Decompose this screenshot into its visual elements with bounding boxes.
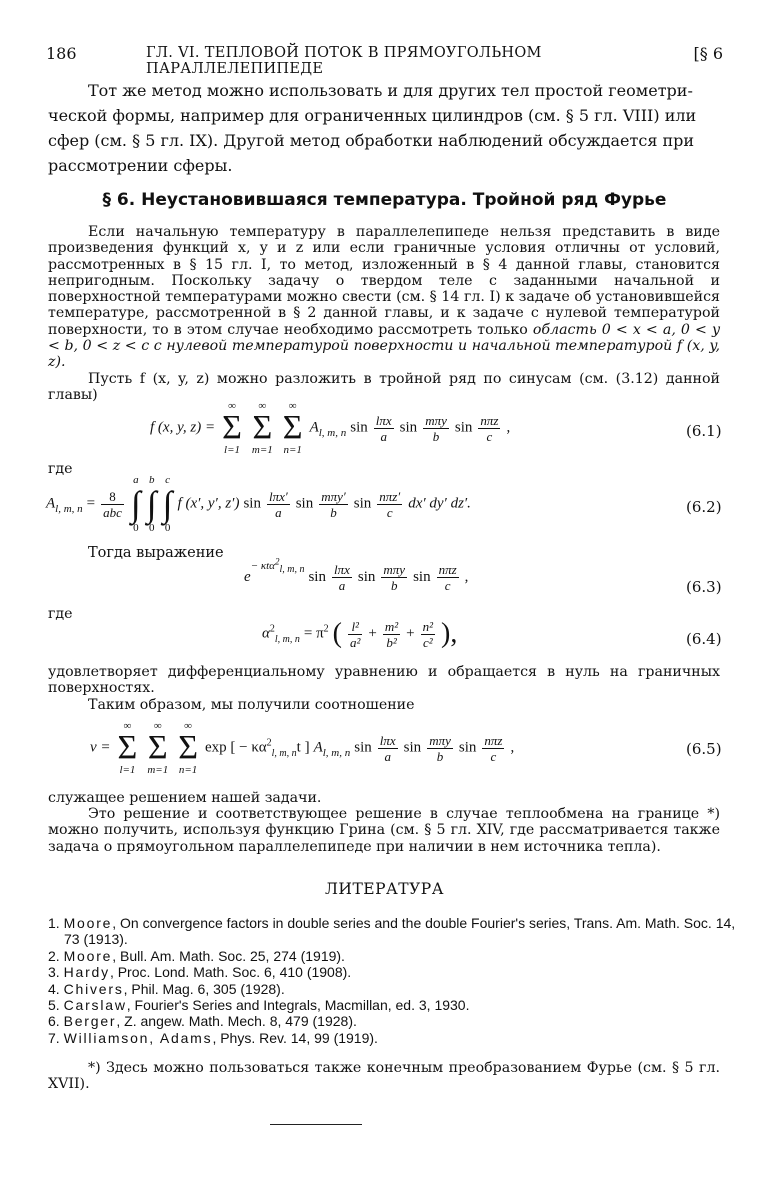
eq-6-1-lhs: f (x, y, z) = bbox=[150, 419, 216, 436]
sum-n: ∞ Σ n=1 bbox=[178, 720, 198, 776]
equation-6-1 bbox=[150, 400, 510, 460]
running-title: ГЛ. VI. ТЕПЛОВОЙ ПОТОК В ПРЯМОУГОЛЬНОМ ПАРАЛЛЕЛЕПИПЕДЕ bbox=[146, 45, 542, 77]
coef-A-sub: l, m, n bbox=[318, 426, 347, 439]
satisfies-paragraph: удовлетворяет дифференциальному уравнению и обращается в нуль на граничных поверхностях. bbox=[48, 664, 720, 697]
exp-sub: l, m, n bbox=[271, 747, 297, 759]
frac-mpy-prime: $\frac{\text{mπy′}}{b}$ bbox=[321, 488, 346, 520]
frac-m2-b2: $\frac{\text{m²}}{\text{b²}}$ bbox=[384, 618, 399, 650]
integral-y: b ∫ 0 bbox=[146, 474, 157, 534]
intro-line-3: сфер (см. § 5 гл. IX). Другой метод обработки наблюдений обсуждается при bbox=[48, 131, 695, 150]
where-label-2: где bbox=[48, 606, 73, 622]
integral-z: c ∫ 0 bbox=[162, 474, 173, 534]
equation-6-4 bbox=[262, 618, 457, 662]
frac-npz-c: $\frac{\text{nπz}}{c}$ bbox=[438, 562, 457, 593]
sin-2: sin bbox=[403, 739, 422, 756]
main-paragraph-italic: область 0 < x < a, 0 < y < b, 0 < z < c с нулевой температурой поверхности и начальной температурой f (x, y, z). bbox=[48, 321, 721, 371]
expand-paragraph: Пусть f (x, y, z) можно разложить в тройной ряд по синусам (см. (3.12) данной главы) bbox=[48, 370, 720, 403]
frac-lpx-a: $\frac{\text{lπx}}{a}$ bbox=[333, 562, 350, 593]
sin-3: sin bbox=[454, 419, 473, 436]
frac-npz-prime: $\frac{\text{nπz′}}{c}$ bbox=[379, 488, 401, 520]
main-paragraph-text: Если начальную температуру в параллелепипеде нельзя представить в виде произведения функций x, y и z или если граничные условия отличны от условий, рассмотренных в § 15 гл. I, то метод, изложенный в § 4 данной главы, становится непригодным. Поскольку задачу о твердом теле с заданными начальной и поверхностной температурами можно свести (см. § 14 гл. I) к задаче об установившейся температуре, рассмотренной в § 2 данной главы, и к задаче с нулевой температурой поверхности, то в этом случае необходимо рассмотреть только bbox=[48, 224, 720, 338]
exp-tail: t ] bbox=[296, 739, 310, 756]
green-function-paragraph: Это решение и соответствующее решение в случае теплообмена на границе *) можно получить, используя функцию Грина (см. § 5 гл. XIV, где рассматривается также задача о прямоугольном параллелепипеде при наличии в нем источника тепла). bbox=[48, 806, 720, 855]
frac-mpy-b: $\frac{\text{mπy}}{b}$ bbox=[425, 412, 447, 444]
close-paren: ), bbox=[441, 618, 458, 649]
where-label-1: где bbox=[48, 461, 73, 477]
sin-2: sin bbox=[357, 569, 376, 586]
intro-line-4: рассмотрении сферы. bbox=[48, 156, 233, 175]
sin-3: sin bbox=[458, 739, 477, 756]
equation-6-3 bbox=[244, 556, 469, 606]
coef-A: A bbox=[313, 739, 323, 756]
sum-l: ∞ Σ l=1 bbox=[222, 400, 242, 456]
alpha: α bbox=[262, 625, 270, 642]
reference-item: 5. Carslaw, Fourier's Series and Integrals, Macmillan, ed. 3, 1930. bbox=[48, 997, 470, 1014]
intro-line-2: ческой формы, например для ограниченных цилиндров (см. § 5 гл. VIII) или bbox=[48, 106, 697, 125]
sin-1: sin bbox=[350, 419, 368, 436]
eq-number-6-3: (6.3) bbox=[686, 578, 722, 596]
frac-npz-c: $\frac{\text{nπz}}{c}$ bbox=[484, 732, 503, 764]
alpha-sup: 2 bbox=[269, 623, 275, 635]
section-ref: [§ 6 bbox=[693, 44, 723, 63]
alpha-sub: l, m, n bbox=[274, 633, 300, 645]
reference-item: 6. Berger, Z. angew. Math. Mech. 8, 479 (1928). bbox=[48, 1013, 357, 1030]
exp-sup: 2 bbox=[266, 737, 272, 749]
footnote: *) Здесь можно пользоваться также конечным преобразованием Фурье (см. § 5 гл. XVII). bbox=[48, 1060, 720, 1093]
plus-2: + bbox=[406, 625, 415, 642]
exp-sup2: 2 bbox=[274, 556, 280, 567]
running-header bbox=[46, 44, 723, 77]
eq-6-2-lhs-sub: l, m, n bbox=[55, 502, 83, 515]
exp-base: e bbox=[244, 569, 251, 586]
sin-2: sin bbox=[399, 419, 418, 436]
sum-n: ∞ Σ n=1 bbox=[282, 400, 303, 456]
main-paragraph bbox=[48, 224, 720, 403]
frac-lpx-a: $\frac{\text{lπx}}{a}$ bbox=[375, 412, 392, 444]
sin-2: sin bbox=[295, 495, 314, 512]
sin-1: sin bbox=[354, 739, 372, 756]
reference-list bbox=[48, 915, 738, 1046]
sum-l: ∞ Σ l=1 bbox=[117, 720, 138, 776]
page-number: 186 bbox=[46, 44, 77, 63]
differentials: dx′ dy′ dz′. bbox=[408, 495, 471, 512]
intro-line-1: Тот же метод можно использовать и для других тел простой геометри- bbox=[88, 81, 693, 100]
section-heading: § 6. Неустановившаяся температура. Тройной ряд Фурье bbox=[102, 190, 667, 210]
reference-item: 2. Moore, Bull. Am. Math. Soc. 25, 274 (1919). bbox=[48, 947, 345, 964]
frac-8-abc: $\frac{8}{\text{abc}}$ bbox=[103, 488, 122, 520]
exp-power: − κtα bbox=[250, 559, 275, 572]
frac-lpx-a: $\frac{\text{lπx}}{a}$ bbox=[379, 732, 396, 764]
frac-mpy-b: $\frac{\text{mπy}}{b}$ bbox=[383, 562, 406, 593]
reference-item: 4. Chivers, Phil. Mag. 6, 305 (1928). bbox=[48, 980, 285, 997]
eq-6-5-lhs: v = bbox=[90, 739, 111, 756]
sin-3: sin bbox=[413, 569, 431, 586]
solution-text: служащее решением нашей задачи. bbox=[48, 790, 322, 806]
equation-6-2 bbox=[46, 474, 471, 540]
integrand: f (x′, y′, z′) bbox=[177, 495, 240, 512]
sum-m: ∞ Σ m=1 bbox=[147, 720, 169, 776]
literature-title: ЛИТЕРАТУРА bbox=[325, 880, 444, 898]
sin-1: sin bbox=[243, 495, 261, 512]
sin-3: sin bbox=[353, 495, 372, 512]
eq-6-3-comma: , bbox=[464, 569, 469, 586]
equals-pi: = π bbox=[303, 625, 324, 642]
frac-mpy-b: $\frac{\text{mπy}}{b}$ bbox=[429, 732, 451, 764]
sum-m: ∞ Σ m=1 bbox=[251, 400, 273, 456]
bottom-rule bbox=[270, 1124, 362, 1125]
frac-n2-c2: $\frac{\text{n²}}{\text{c²}}$ bbox=[422, 618, 434, 650]
intro-paragraph bbox=[48, 78, 720, 178]
coef-A: A bbox=[309, 419, 319, 436]
frac-l2-a2: $\frac{\text{l²}}{\text{a²}}$ bbox=[350, 618, 361, 650]
eq-number-6-4: (6.4) bbox=[686, 630, 722, 648]
eq-6-5-comma: , bbox=[510, 739, 515, 756]
exp-sub: l, m, n bbox=[279, 564, 305, 576]
reference-item: 7. Williamson, Adams, Phys. Rev. 14, 99 (1919). bbox=[48, 1029, 378, 1046]
thus-paragraph: Таким образом, мы получили соотношение bbox=[88, 697, 415, 713]
eq-6-1-comma: , bbox=[506, 419, 511, 436]
open-paren: ( bbox=[332, 618, 342, 649]
eq-6-2-equals: = bbox=[86, 495, 96, 512]
reference-item: 3. Hardy, Proc. Lond. Math. Soc. 6, 410 (1908). bbox=[48, 964, 352, 981]
integral-x: a ∫ 0 bbox=[130, 474, 141, 534]
eq-number-6-2: (6.2) bbox=[686, 498, 722, 516]
frac-lpx-prime: $\frac{\text{lπx′}}{a}$ bbox=[268, 488, 288, 520]
eq-6-2-lhs: A bbox=[46, 495, 56, 512]
equation-6-5 bbox=[90, 720, 514, 784]
pi-sup: 2 bbox=[323, 623, 329, 635]
plus-1: + bbox=[368, 625, 377, 642]
reference-item: 1. Moore, On convergence factors in double series and the double Fourier's series, Trans. Am. Math. Soc. 14, 73 (1913). bbox=[48, 915, 736, 948]
eq-number-6-1: (6.1) bbox=[686, 422, 722, 440]
then-expression: Тогда выражение bbox=[88, 545, 224, 561]
eq-number-6-5: (6.5) bbox=[686, 740, 722, 758]
frac-npz-c: $\frac{\text{nπz}}{c}$ bbox=[480, 412, 499, 444]
coef-A-sub: l, m, n bbox=[322, 746, 351, 759]
exp-term: exp [ − κα bbox=[205, 739, 267, 756]
sin-1: sin bbox=[308, 569, 326, 586]
